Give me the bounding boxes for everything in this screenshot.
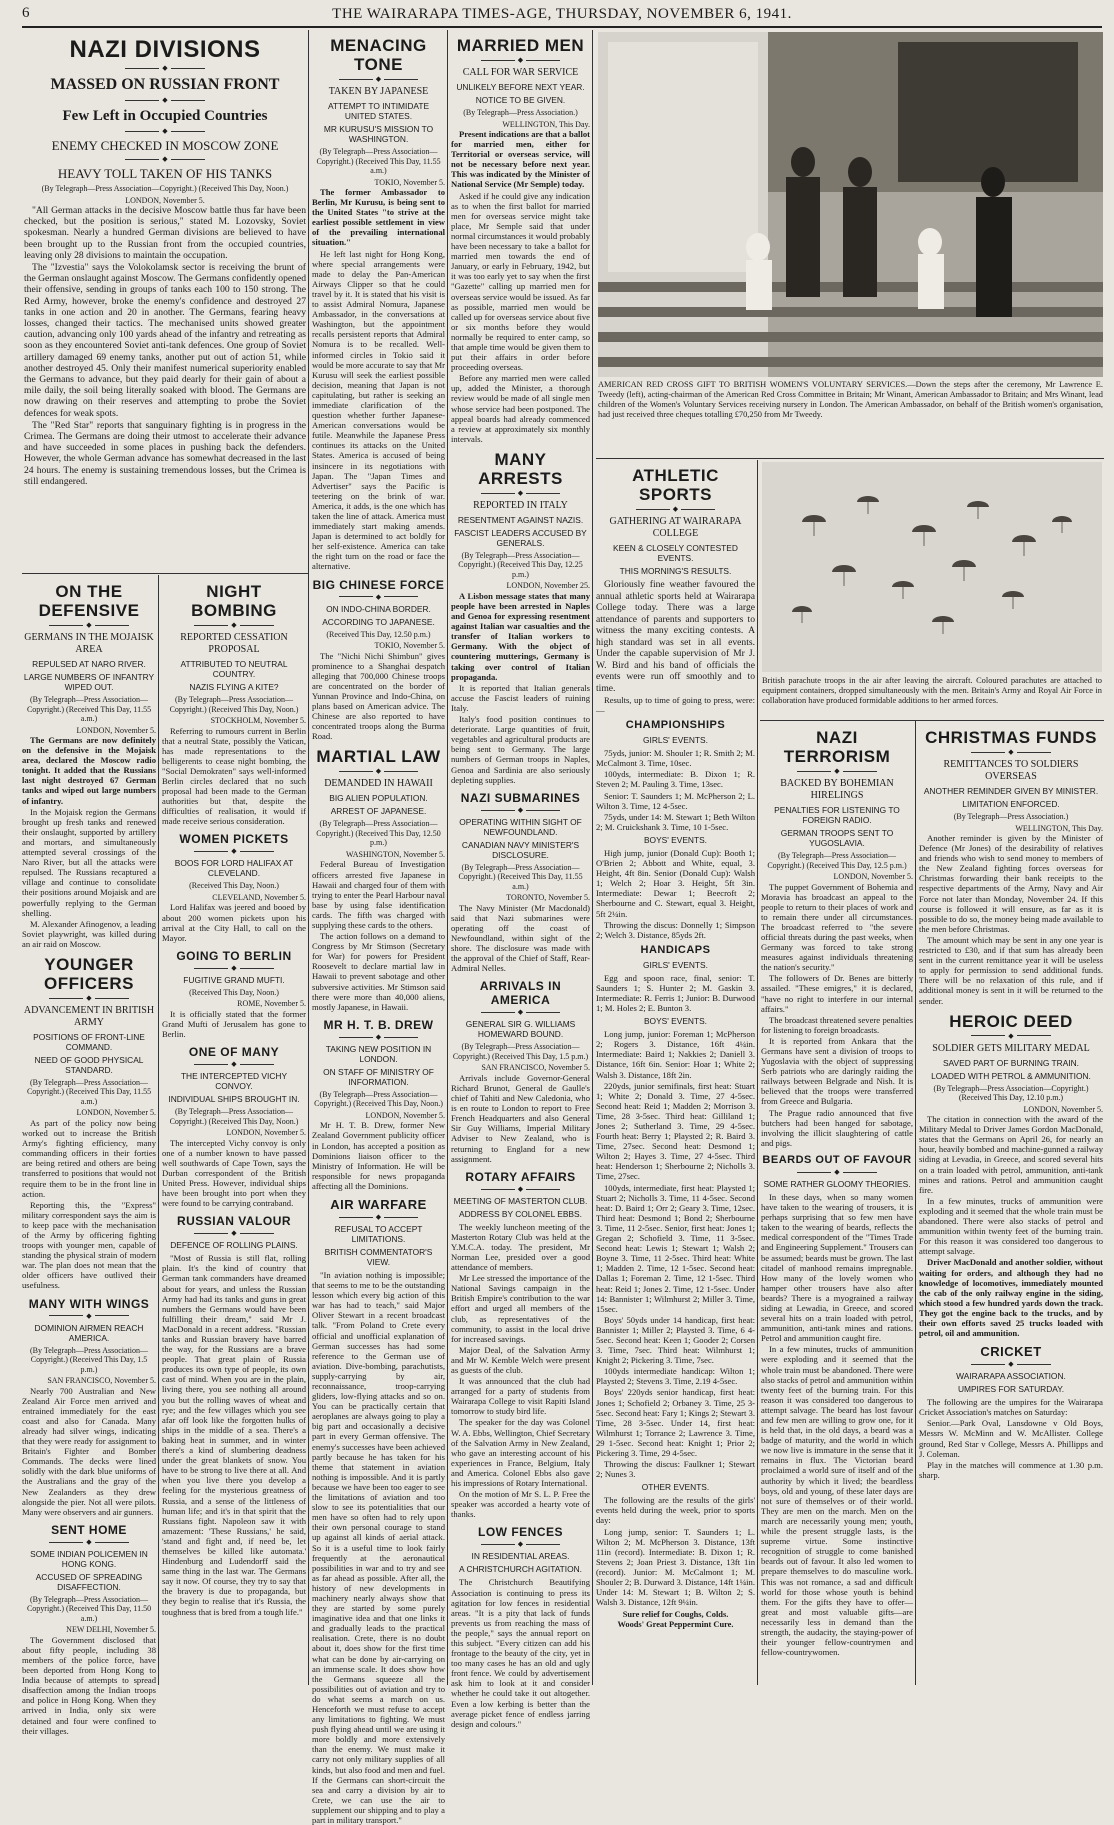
subheadline: THIS MORNING'S RESULTS. [619, 566, 732, 576]
subheadline: BACKED BY BOHEMIAN HIRELINGS [780, 778, 894, 801]
paragraph: It is reported that Italian generals accuse the Fascist leaders of ruining Italy. [451, 682, 590, 713]
result: Throwing the discus: Faulkner 1; Stewart 2; Nunes 3. [596, 1459, 755, 1480]
divider: ◆ [451, 1009, 590, 1016]
subheadline: ACCORDING TO JAPANESE. [322, 616, 435, 627]
article-going-to-berlin [162, 949, 306, 1039]
article-younger-officers [22, 955, 156, 1291]
paragraph: The weekly luncheon meeting of the Masterton Rotary Club was held at the Y.M.C.A. today. The president, Mr Norman Lee, presided over a good attendance of members. [451, 1221, 590, 1273]
paragraph: It was announced that the club had arranged for a party of students from Wairarapa College to visit Rapiti Island tomorrow to study bird life. [451, 1376, 590, 1417]
column-7 [919, 724, 1103, 1685]
column-rule [915, 720, 916, 1685]
paragraph: Nearly 700 Australian and New Zealand Air Force men arrived and entrained immediately for the east coast and also for Canada. Many already had silver wings, indicating that they were ready for assignment to Britain's Fighter and Bomber Commands. The decks were lined solidly with the dark blue uniforms of the Australians and the gray of the New Zealanders as they drew alongside the pier. Not all were pilots. Many were observers and air gunners. [22, 1385, 156, 1517]
divider: ◆ [451, 490, 590, 497]
headline: ROTARY AFFAIRS [465, 1169, 576, 1184]
column-4 [451, 32, 590, 1729]
subheadline: REFUSAL TO ACCEPT LIMITATIONS. [334, 1223, 423, 1244]
subheadline: TAKEN BY JAPANESE [328, 86, 429, 97]
section-rule [760, 720, 1104, 721]
subheadline: NAZIS FLYING A KITE? [189, 682, 279, 692]
subheadline: SOME INDIAN POLICEMEN IN HONG KONG. [30, 1548, 148, 1569]
dateline: CLEVELAND, November 5. [212, 892, 306, 902]
paragraph: The action follows on a demand to Congress by Mr Stimson (Secretary for War) for powers for President Roosevelt to declare martial law in Hawaii to prevent sabotage and other subversive activities. Mr Stimson said there were more than 40,000 aliens, mostly Japanese, in Hawaii. [312, 931, 445, 1012]
result: Egg and spoon race, final, senior: T. Saunders 1; S. Hunter 2; M. Gaskin 3. Intermediate: R. Ferris 1; Junior: B. Durwood 1; M. Holes 2; E. Bunton 3. [596, 972, 755, 1014]
headline: MANY WITH WINGS [28, 1296, 150, 1311]
subheadline: INDIVIDUAL SHIPS BROUGHT IN. [168, 1094, 300, 1105]
column-rule [158, 575, 159, 1685]
paragraph: Lord Halifax was jeered and booed by about 200 women pickets upon his arrival at the City Hall, to call on the Mayor. [162, 902, 306, 943]
headline: AIR WARFARE [330, 1196, 427, 1212]
credit: (By Telegraph—Press Association—Copyright.) (Received This Day, 11.55 a.m.) [26, 1077, 152, 1106]
headline: MR H. T. B. DREW [323, 1017, 434, 1032]
paragraph: The speaker for the day was Colonel W. A. Ebbs, Wellington, Chief Secretary of the Salvation Army in New Zealand, who gave an interesting account of his experiences in France, Belgium, Italy and America. Colonel Ebbs also gave his impressions of Rotary International. [451, 1417, 590, 1489]
divider: ◆ [451, 57, 590, 64]
lead-article [24, 32, 306, 572]
column-rule [757, 460, 758, 1685]
article-cricket [919, 1344, 1103, 1480]
paragraph: The puppet Government of Bohemia and Moravia has broadcast an appeal to the people to return to their places of work and to remain there under all circumstances. The broadcast referred to "the severe official threats during the past weeks, when Germany was forced to take strong measures against individuals threatening the nation's security." [761, 881, 913, 973]
article-one-of-many [162, 1045, 306, 1208]
paragraph: The citation in connection with the award of the Military Medal to Driver James Gordon MacDonald, states that the Germans on April 26, for nearly an hour, heavily bombed and machine-gunned a railway siding at Levadia, in Greece, and scored several hits on a train loaded with petrol, ammunition, anti-tank mines and rations. Petrol and ammunition caught fire. [919, 1114, 1103, 1195]
divider: ◆ [312, 594, 445, 601]
article-many-arrests [451, 450, 590, 785]
headline: GOING TO BERLIN [176, 948, 292, 963]
paragraph: Before any married men were called up, added the Minister, a thorough review would be made of all single men whose service had been postponed. The appeal boards had already commenced a review at approximately six monthly intervals. [451, 373, 590, 444]
paragraph: The following are the umpires for the Wairarapa Cricket Association's matches on Saturday: [919, 1397, 1103, 1418]
result: Senior: T. Saunders 1; M. McPherson 2; L. Wilton 3. Time, 12 4-5sec. [596, 790, 755, 811]
paragraph: In these days, when so many women have taken to the wearing of trousers, it is perhaps surprising that so few men have taken to the wearing of beards, reflects the medical correspondent of the "Times Trade and Engineering Supplement." Trousers can be assumed; beards must be grown. The last citadel of manhood remains impregnable. How many of the lovely women who hamper other trousers have also after beards? There is a myograined a railway siding at Lewadia, in Greece, and scored several hits on a train loaded with petrol, ammunition, anti-tank mines and rations. Petrol and ammunition caught fire. [761, 1191, 913, 1344]
paragraph: Italy's food position continues to deteriorate. Large quantities of fruit, vegetables and agricultural products are being sent to Germany. The large numbers of German troops in Naples, Genoa and Sardinia are also seriously depleting supplies. [451, 714, 590, 785]
headline: ON THE DEFENSIVE [38, 582, 140, 620]
subheadline: GIRLS' EVENTS. [643, 735, 708, 746]
photo-caption: AMERICAN RED CROSS GIFT TO BRITISH WOMEN'S VOLUNTARY SERVICES.—Down the steps after the ceremony, Mr Lawrence E. Tweedy (left), acting-chairman of the American Red Cross Committee in Britain; Mr Winant, American Ambassador to Britain; and Mrs Winant, lead children of the Women's Voluntary Services receiving nursery in London. The American Ambassador, on behalf of the British women's organisation, had just received three cheques totalling £70,250 from Mr Tweedy. [598, 380, 1103, 419]
paragraph: "All German attacks in the decisive Moscow battle thus far have been checked, but the position is serious," stated M. Lozovsky, Soviet spokesman. Nearly a hundred German divisions are believed to have been brought up to the Russian front from the occupied countries, leaving only 28 divisions to maintain the occupation. [24, 205, 306, 261]
headline: NAZI SUBMARINES [460, 790, 581, 805]
subheadline: ADDRESS BY COLONEL EBBS. [459, 1208, 582, 1219]
paragraph: The "Nichi Nichi Shimbun" gives prominence to a Shanghai despatch alleging that 700,000 Chinese troops are concentrated on the border of Yunnan Province and Indo-China, on plans based on American advice. The Chinese are also reported to have concentrated troops along the Burma Road. [312, 650, 445, 742]
headline: LOW FENCES [478, 1525, 563, 1540]
article-arrivals [451, 979, 590, 1163]
result: Boys' 220yds senior handicap, first heat: Jones 1; Schofield 2; Orbaney 3. Time, 25 3-5sec. Second heat: Fary 1; Kings 2; Stewart 3. Time, 28 3-5sec. Under 14, first heat: Wilmhurst 1; Torrance 2; Lawrence 3. Time, 29 1-5sec. Second heat: Knight 1; Prior 2; Pickering 3. Time, 29 4-5sec. [596, 1387, 755, 1458]
credit: (By Telegraph—Press Association—Copyright.) (Received This Day, Noon.) [169, 695, 299, 714]
result: Throwing the discus: Donnelly 1; Simpson 2; Welch 3. Distance, 85yds 2ft. [596, 919, 755, 940]
headline: ONE OF MANY [188, 1045, 280, 1060]
paragraph: The Christchurch Beautifying Association is continuing to press its agitation for low fences in residential areas. "It is a pity that lack of funds prevents us from reaching the mass of the people," says the annual report on this subject. "Every citizen can add his frontage to the beauty of the city, yet in too many cases he has an old and ugly front fence. We could by advertisement ask him to look at it and consider whether he could take it out altogether. Even a low kerbing is better than the average picket fence of endless jarring design and colours." [451, 1577, 590, 1729]
paragraph: Another reminder is given by the Minister of Defence (Mr Jones) of the desirability of relatives and friends who wish to send money to members of the New Zealand fighting forces overseas for Christmas forwarding their bank receipts to the respective departments of the Army, Navy and Air Force not later than Monday, November 24. If this course is followed it will ensure, as far as it is possible to do so, the money being made available to the men before Christmas. [919, 833, 1103, 934]
divider: ◆ [162, 1230, 306, 1237]
subheadline: BOOS FOR LORD HALIFAX AT CLEVELAND. [174, 858, 294, 879]
column-1 [22, 578, 156, 1736]
divider: ◆ [22, 622, 156, 629]
article-martial-law [312, 747, 445, 1011]
subheadline: NEED OF GOOD PHYSICAL STANDARD. [34, 1054, 144, 1075]
subheadline: GERMAN TROOPS SENT TO YUGOSLAVIA. [780, 828, 894, 848]
dateline: STOCKHOLM, November 5. [210, 716, 306, 725]
subheadline: MASSED ON RUSSIAN FRONT [50, 76, 280, 93]
dateline: TORONTO, November 5. [506, 893, 590, 903]
paragraph: Mr H. T. B. Drew, former New Zealand Government publicity officer in London, has accepted a position as Dominions liaison officer to the Ministry of Information. He will be responsible for news propaganda affecting all the Dominions. [312, 1120, 445, 1191]
paragraph: He left last night for Hong Kong, where special arrangements were made to delay the Pan-American Airways Clipper so that he could travel by it. It is stated that his visit is to assist Admiral Nomura, Japanese Ambassador, in the conversations at Washington, but the appointment recalls persistent reports that Admiral Nomura is to be recalled. Well-informed circles in Tokio said it would be more accurate to say that Mr Kurusu will seek the earliest possible decision, meaning that Japan is not capitulating, but rather is seeking an immediate clarification of the question whether further Japanese-American conversations would be futile. Meanwhile the Japanese Press continues its attacks on the United States. America is accused of being insincere in its negotiations with Japan. The "Japan Times and Advertiser" says the Pacific is teetering on the brink of war. America, it adds, is the one which has taken the line of attack. America must immediately start making amends. Japan is determined to act boldly for her self-existence. America can take the right turn on the road or face the alternative. [312, 248, 445, 572]
divider: ◆ [312, 768, 445, 775]
masthead-title: THE WAIRARAPA TIMES-AGE, THURSDAY, NOVEMBER 6, 1941. [332, 6, 792, 22]
article-nazi-terrorism [761, 728, 913, 1148]
page-number: 6 [22, 5, 30, 21]
divider: ◆ [24, 128, 306, 135]
paragraph: Asked if he could give any indication as to when the first ballot for married men for overseas service might take place, Mr Semple said that under normal circumstances it would probably have been necessary to take a ballot for married men towards the end of January, or early in February, 1942, but it was too early yet to say when the first "Gazette" calling up married men for overseas service would be issued. As far as possible, married men would be called up for overseas service about five or six months before they would normally be required to enter camp, so that ample time would be given them to put their affairs in order before proceeding overseas. [451, 190, 590, 373]
divider: ◆ [596, 506, 755, 513]
subheadline: DEFENCE OF ROLLING PLAINS. [170, 1240, 298, 1251]
subheadline: REMITTANCES TO SOLDIERS OVERSEAS [943, 759, 1079, 782]
subheadline: GATHERING AT WAIRARAPA COLLEGE [609, 516, 742, 539]
paragraph: Major Deal, of the Salvation Army and Mr W. Kemble Welch were present as guests of the club. [451, 1344, 590, 1375]
divider: ◆ [919, 1361, 1103, 1368]
subheadline: A CHRISTCHURCH AGITATION. [459, 1564, 582, 1575]
paragraph: Play in the matches will commence at 1.30 p.m. sharp. [919, 1459, 1103, 1480]
result: 100yds, intermediate: B. Dixon 1; R. Steven 2; M. Pauling 3. Time, 13sec. [596, 769, 755, 790]
section-rule [596, 458, 1104, 459]
subheadline: OTHER EVENTS. [641, 1482, 710, 1493]
divider: ◆ [162, 1061, 306, 1068]
paragraph: The broadcast threatened severe penalties for listening to foreign broadcasts. [761, 1014, 913, 1035]
subheadline: LARGE NUMBERS OF INFANTRY WIPED OUT. [23, 672, 155, 692]
subheadline: ARREST OF JAPANESE. [330, 806, 427, 817]
dateline: LONDON, November 5. [833, 872, 913, 881]
paragraph: Referring to rumours current in Berlin that a neutral State, possibly the Vatican, has made representations to the belligerents to cease night bombing, the "Social Demokraten" says well-informed Berlin circles declared that no such proposal had been made to the German authorities but that, despite the difficulties of realisation, it would if made receive serious consideration. [162, 725, 306, 827]
subheadline: FASCIST LEADERS ACCUSED BY GENERALS. [454, 527, 587, 548]
subheadline: TAKING NEW POSITION IN LONDON. [325, 1043, 432, 1064]
result: 75yds, under 14: M. Stewart 1; Beth Wilton 2; M. Cruickshank 3. Time, 10 1-5sec. [596, 811, 755, 832]
subheadline: DOMINION AIRMEN REACH AMERICA. [34, 1322, 144, 1343]
photo-caption: British parachute troops in the air after leaving the aircraft. Coloured parachutes are attached to equipment containers, dropped simultaneously with the men. Britain's Army and Royal Air Force in collaboration have produced formidable additions to her armed forces. [762, 676, 1102, 705]
article-menacing-tone [312, 36, 445, 572]
credit: (Received This Day, 12.50 p.m.) [326, 629, 431, 639]
subheadline: IN RESIDENTIAL AREAS. [471, 1551, 570, 1562]
dateline: LONDON, November 5. [76, 1108, 156, 1118]
subheadline: WAIRARAPA ASSOCIATION. [956, 1371, 1066, 1382]
headline: MENACING TONE [330, 36, 427, 74]
article-defensive [22, 582, 156, 949]
credit: (By Telegraph—Press Association—Copyright.) (Received This Day, Noon.) [41, 184, 289, 193]
advert-line: Sure relief for Coughs, Colds. [622, 1610, 729, 1620]
headline: NIGHT BOMBING [191, 582, 277, 620]
article-rotary [451, 1170, 590, 1520]
paragraph: In a few minutes, trucks of ammunition were exploding and it seemed that the whole train must be abandoned. There were also stacks of petrol and ammunition within twenty feet of the burning train. For this reason it was considered too dangerous to attempt salvage. The beard has lost favour and few men are willing to grow one, for it is held that, in the old days, a beard was a badge of maturity, and the world in which we now live is immature in the sense that it remains in flux. The Victorian beard proclaimed a world sure of itself and of the authority by which it lived; the beardless boys, old and young, of these later days are not sure of themselves or of their world. They are men on the march. Men on the march are necessarily young men; youth, while the present struggle lasts, is the supreme virtue. Some instinctive recognition of struggle to come banished beards out of favour. It also led women to prepare themselves to do masculine work. This was not romance, a sad and difficult world for those whose youth is behind them. For the gifts they have to offer—great and most valuable gifts—are necessarily less in demand than the strength, the audacity, the staying-power of their younger fellow-countrymen and fellow-countrywomen. [761, 1344, 913, 1658]
headline: YOUNGER OFFICERS [44, 954, 134, 993]
paragraph: "In aviation nothing is impossible; that seems to me to be the outstanding lesson which every big action of this war has had to teach," said Major Oliver Stewart in a recent broadcast talk. "From Poland to Crete every official and unofficial explanation of German successes has had some reference to the German use of aviation. Dive-bombing, parachutists, supply-carrying by air, reconnaissance, troop-carrying gliders, low-flying attacks and so on. You can be practically certain that aeroplanes are always going to play a big part and occasionally a decisive part in every German offensive. The enemy's successes have been achieved partly because he has taken for his theme that statement in aviation nothing is impossible. And it is partly because we have been too eager to see the limitations of aviation and too slow to see its potentialities that our men have so often had to rely upon their own personal courage to stand up against all kinds of aerial attack. So it is a useful time to look fairly frequently at the aeronautical possibilities in war and to try and see as far ahead as possible. After all, the history of new developments in machinery nearly always show that they are started by some purely imaginative idea and that one links it and gradually leads to the practical realisation. Crete, there is no doubt about it, does show for the first time what can be done by air-carrying on an immense scale. It does show how the Germans squeeze all the possibilities out of aviation and try to do what seems a march on us. Henceforth we must refuse to accept any limitations to fighting. We must push flying ahead until we are using it more boldly and more extensively than the enemy. We must make it carry not only military supplies of all kinds, but also food and men and fuel. If the Germans can short-circuit the sea and carry a division by air to Crete, we can use the air to supplement our shipping and to play a part in military transport." [312, 1269, 445, 1825]
article-big-chinese-force [312, 578, 445, 742]
divider: ◆ [919, 1033, 1103, 1040]
article-married-men [451, 36, 590, 444]
headline: ATHLETIC SPORTS [632, 466, 719, 504]
paragraph: The amount which may be sent in any one year is restricted to £30, and if that sum has already been sent in the current remittance year it will be useless to apply for permission to send additional funds. There will be no relaxation of this rule, and if additional money is sent in it will be returned to the sender. [919, 934, 1103, 1006]
subheadline: ENEMY CHECKED IN MOSCOW ZONE [51, 138, 279, 153]
divider: ◆ [451, 807, 590, 814]
divider: ◆ [312, 1214, 445, 1221]
paragraph: It is officially stated that the former Grand Mufti of Jerusalem has gone to Berlin. [162, 1008, 306, 1039]
result: 220yds, junior semifinals, first heat: Stuart 1; White 2; Donald 3. Time, 27 4-5sec. Second heat: Reid 1; Madden 2; Morrison 3. Time, 28 3-5sec. Third heat: Gilliland 1; Jones 2; Sutherland 3. Time, 29 4-5sec. Fourth heat: Berry 1; Playsted 2; R. Baird 3. Time, 27sec. Second heat: Desmond 1; Wilton 2; Hayes 3. Time, 27 4-5sec. Third heat: Henderson 1; Sherbourne 2; Nicholls 3. Time, 27sec. [596, 1080, 755, 1182]
headline: BEARDS OUT OF FAVOUR [762, 1153, 912, 1166]
paragraph: "Most of Russia is still flat, rolling plain. It's the kind of country that German tank commanders have dreamed about for years, and unless the Russian Army had had its tanks and guns in great numbers the Germans would have been fulfilling their dream," said Mr J. MacDonald in a recent address. "Russian tanks and Russian bravery have barred the way, for the Russians are a brave people. That great plain of Russia produces its own type of people, its own cast of mind. When you are in the plain, living there, you see nothing all around you but the rolling waves of wheat and rye; and the few villages which you see afar off look like the forgotten hulks of ships in the middle of a sea. There's a baking heat in summer, and in winter there's a kind of slumbering deadness under the great blankets of snow. You have to be strong to live there at all. And when you live there you develop a feeling for the mysterious greatness of Russia, and a sense of the littleness of human life; and it's in that spirit that the Russians fight. Napoleon saw it with amazement: 'These Russians,' he said, 'stand and fight and, if need be, let themselves be killed like automata.' Hindenburg and Ludendorff said the same thing in the last war. The Germans say it now. Of course, they try to say that the bravery is due to propaganda, but they begin to realise that it's Russia, the toughness that is bred from a tough life." [162, 1253, 306, 1617]
subheadline: SOME RATHER GLOOMY THEORIES. [763, 1178, 911, 1189]
photo-parachutes-image [762, 462, 1102, 672]
result: 100yds intermediate handicap: Wilton 1; Playsted 2; Stevens 3. Time, 2.19 4-5sec. [596, 1366, 755, 1387]
paragraph: Results, up to time of going to press, were:— [596, 695, 755, 716]
paragraph: M. Alexander Afinogenov, a leading Soviet playwright, was killed during an air raid on Moscow. [22, 918, 156, 949]
paragraph: Mr Lee stressed the importance of the National Savings campaign in the British Empire's contribution to the war effort and urged all members of the club, as representatives of the community, to assist in the local drive for increased savings. [451, 1273, 590, 1344]
credit: (By Telegraph—Press Association—Copyright.) (Received This Day, Noon.) [169, 1107, 299, 1126]
dateline: LONDON, November 5. [226, 1128, 306, 1138]
subheadline: DEMANDED IN HAWAII [324, 778, 433, 790]
credit: (By Telegraph—Press Association—Copyright.) (Received This Day, Noon.) [314, 1089, 443, 1109]
subheadline: BIG ALIEN POPULATION. [329, 793, 428, 804]
photo-red-cross-steps [598, 32, 1103, 377]
paragraph: The followers of Dr. Benes are bitterly assailed. "These emigres," it is declared, "have no right to interfere in our internal affairs." [761, 973, 913, 1014]
article-many-with-wings [22, 1297, 156, 1517]
paragraph: The Germans are now definitely on the defensive in the Mojaisk area, declared the Moscow radio tonight. It added that the Russians last night destroyed 67 German tanks and wiped out large numbers of infantry. [22, 735, 156, 806]
subheadline: LIMITATION ENFORCED. [962, 799, 1060, 809]
subheadline: MR KURUSU'S MISSION TO WASHINGTON. [323, 124, 434, 144]
credit: (By Telegraph—Press Association—Copyright.) (Received This Day, 12.25 p.m.) [458, 550, 583, 579]
subheadline: PENALTIES FOR LISTENING TO FOREIGN RADIO. [774, 805, 900, 825]
column-2 [162, 578, 306, 1685]
dateline: NEW DELHI, November 5. [66, 1625, 156, 1635]
article-russian-valour [162, 1214, 306, 1616]
photo-parachutes [762, 462, 1102, 672]
column-rule [308, 30, 309, 1685]
paragraph: In the Mojaisk region the Germans brought up fresh tanks and renewed their onslaught, supported by artillery and mortars, and simultaneously attempted several crossings of the Naro River, but all the attacks were repulsed. The Russians recaptured a village and continue to consolidate their positions around Mojaisk and are powerfully replying to the German shelling. [22, 806, 156, 918]
headline: WOMEN PICKETS [179, 832, 289, 847]
advert-line: Woods' Great Peppermint Cure. [617, 1620, 734, 1630]
subheadline: BOYS' EVENTS. [643, 1016, 708, 1027]
paragraph: The Navy Minister (Mr Macdonald) said that Nazi submarines were operating off the coast of Newfoundland, within sight of the shore. The disclosure was made with the approval of the Chief of Staff, Rear-Admiral Nelles. [451, 902, 590, 974]
dateline: WASHINGTON, November 5. [346, 849, 445, 859]
column-rule [447, 30, 448, 1685]
dateline: LONDON, November 25. [506, 581, 590, 591]
masthead [22, 4, 1102, 28]
credit: (Received This Day, Noon.) [189, 987, 279, 997]
divider: ◆ [24, 156, 306, 163]
paragraph: The "Izvestia" says the Volokolamsk sector is receiving the brunt of the German onslaught against Moscow. The Germans confidently opened their offensive, sending in groups of tanks each 100 to 150 strong. The Red Army, however, broke the enemy's confidence and destroyed 27 tanks in one action and 20 in another. The Germans, fearing heavy losses, changed their tactics. The mechanised units showed greater caution, advancing only 100 yards ahead of the infantry and retreating as soon as they encountered Soviet anti-tank defences. One group of Soviet artillery damaged 69 enemy tanks, another put out of action 51, while another destroyed 45. Only their manifest numerical superiority enabled the Germans to advance, but they paid dearly for their gain of about a mile daily, the soil being literally soaked with blood. The Germans are now drawing on their reserves and attempting to probe the Soviet defences for weak spots. [24, 262, 306, 419]
subheadline: ACCUSED OF SPREADING DISAFFECTION. [35, 1571, 143, 1592]
divider: ◆ [761, 1169, 913, 1176]
result: High jump, junior (Donald Cup): Booth 1; O'Brien 2; Abbott and White, equal, 3. Height, 4ft 8in. Senior (Donald Cup): Walsh 1; Welch 2; Hoar 3. Height, 5ft 3in. Intermediate: Dewar 1; Beecroft 2; Sherbourne and C. Stewart, equal 3. Height, 5ft 2¼in. [596, 847, 755, 919]
subheadline: GERMANS IN THE MOJAISK AREA [24, 632, 154, 655]
headline: SENT HOME [51, 1522, 127, 1537]
dateline: SAN FRANCISCO, November 5. [481, 1063, 590, 1073]
divider: ◆ [312, 76, 445, 83]
credit: (By Telegraph—Press Association—Copyright.) (Received This Day, 11.50 a.m.) [26, 1594, 152, 1623]
dateline: WELLINGTON, This Day. [502, 119, 590, 129]
divider: ◆ [22, 1313, 156, 1320]
divider: ◆ [312, 1034, 445, 1041]
result: The following are the results of the girls' events held during the week, prior to sports day: [596, 1495, 755, 1526]
paragraph: The Government disclosed that about fifty people, including 38 members of the police force, have been deported from Hong Kong to India because of attempts to spread disaffection among the Indian troops and police in Hong Kong. When they arrived in India, only six were detained and four were confined to their villages. [22, 1634, 156, 1736]
subheadline: BRITISH COMMENTATOR'S VIEW. [324, 1246, 433, 1267]
paragraph: The former Ambassador to Berlin, Mr Kurusu, is being sent to the United States "to strive at the earliest possible settlement in view of the prevailing international situation." [312, 187, 445, 248]
credit: (By Telegraph—Press Association—Copyright.) (Received This Day, 11.55 a.m.) [26, 695, 152, 723]
article-beards [761, 1154, 913, 1657]
divider: ◆ [22, 1539, 156, 1546]
divider: ◆ [162, 848, 306, 855]
article-drew [312, 1018, 445, 1191]
subheadline: ON STAFF OF MINISTRY OF INFORMATION. [323, 1066, 434, 1087]
result: 75yds, junior: M. Shouler 1; R. Smith 2; M. McCalmont 3. Time, 10sec. [596, 748, 755, 769]
subheadline: SAVED PART OF BURNING TRAIN. [942, 1057, 1080, 1068]
paragraph: Senior.—Park Oval, Lansdowne v Old Boys, Messrs W. McMinn and W. McAllister. College ground, Red Star v College, Messrs A. Phillipps and J. Coleman. [919, 1418, 1103, 1459]
paragraph: Gloriously fine weather favoured the annual athletic sports held at Wairarapa College today. There was a large attendance of parents and supporters to witness the many exciting contests. A high standard was set in all events. Under the capable supervision of Mr J. W. Bird and his band of officials the events were run off smoothly and to time. [596, 579, 755, 694]
section-heading: HANDICAPS [640, 943, 711, 956]
paragraph: The Prague radio announced that five butchers had been hanged for sabotage, involving the illicit slaughtering of cattle and pigs. [761, 1107, 913, 1148]
divider: ◆ [24, 97, 306, 104]
result: Long jump, junior: Foreman 1; McPherson 2; Rogers 3. Distance, 16ft 4¼in. Intermediate: Baird 1; Nakkies 2; Daniell 3. Distance, 16ft 6in. Senior: Hoar 1; White 2; Walsh 3. Distance, 18ft 2in. [596, 1029, 755, 1080]
subheadline: LOADED WITH PETROL & AMMUNITION. [931, 1070, 1091, 1081]
dateline: TOKIO, November 5. [374, 641, 445, 651]
paragraph: In a few minutes, trucks of ammunition were exploding and it seemed that the whole train must be abandoned. There were also stacks of petrol and ammunition within twenty feet of the burning train. For this reason it was considered too dangerous to attempt salvage. [919, 1195, 1103, 1257]
subheadline: UNLIKELY BEFORE NEXT YEAR. [456, 82, 585, 92]
headline: HEROIC DEED [949, 1011, 1073, 1031]
subheadline: CANADIAN NAVY MINISTER'S DISCLOSURE. [461, 839, 580, 860]
divider: ◆ [451, 1186, 590, 1193]
dateline: LONDON, November 5. [365, 1110, 445, 1120]
divider: ◆ [451, 1541, 590, 1548]
dateline: LONDON, November 5. [125, 195, 205, 205]
credit: (By Telegraph—Press Association—Copyright.) (Received This Day, 1.5 p.m.) [452, 1042, 589, 1061]
dateline: LONDON, November 5. [76, 725, 156, 735]
credit: (Received This Day, Noon.) [189, 881, 279, 891]
dateline: LONDON, November 5. [1023, 1104, 1103, 1114]
subheadline: RESENTMENT AGAINST NAZIS. [457, 514, 584, 525]
subheadline: GIRLS' EVENTS. [643, 959, 708, 970]
subheadline: ADVANCEMENT IN BRITISH ARMY [23, 1004, 155, 1028]
paragraph: Reporting this, the "Express" military correspondent says the aim is to keep pace with the mechanisation of the Army by officering fighting troops with younger men, capable of standing the physical strain of modern war. The plan does not mean that the older officers have outlived their usefulness. [22, 1199, 156, 1291]
subheadline: ATTEMPT TO INTIMIDATE UNITED STATES. [327, 101, 430, 121]
credit: (By Telegraph—Press Association—Copyright.) (Received This Day, 12.5 p.m.) [767, 851, 907, 870]
credit: (By Telegraph—Press Association—Copyright.) (Received This Day, 12.50 p.m.) [316, 819, 441, 848]
subheadline: KEEN & CLOSELY CONTESTED EVENTS. [613, 543, 738, 563]
subheadline: HEAVY TOLL TAKEN OF HIS TANKS [57, 166, 273, 181]
paragraph: Driver MacDonald and another soldier, without waiting for orders, and although they had no knowledge of locomotives, immediately mounted the cab of the only railway engine in the siding, which stood a few hundred yards down the track. They got the engine back to the trucks, and by their own efforts saved 25 trucks loaded with petrol, oil and ammunition. [919, 1257, 1103, 1339]
credit: (By Telegraph—Press Association.) [463, 108, 578, 117]
subheadline: FUGITIVE GRAND MUFTI. [183, 974, 285, 985]
subheadline: GENERAL SIR G. WILLIAMS HOMEWARD BOUND. [465, 1019, 576, 1040]
result: 100yds, intermediate, first heat: Playsted 1; Stuart 2; Nicholls 3. Time, 11 4-5sec. Second heat: D. Baird 1; Orr 2; Geary 3. Time, 12sec. Third heat: Desmond 1; Bond 2; Sherbourne 3. Time, 11 2-5sec. Senior, first heat: Jones 1; Gregan 2; Schofield 3. Time, 11 3-5sec. Second heat: Lewis 1; Stewart 1; Walsh 2; Boyne 3. Time, 11 2-5sec. Third heat: White 1; Madden 2. Time, 12 1-5sec. Second heat: Dallas 1; Foreman 2. Time, 12 1-5sec. Third heat: Reid 1; Jones 2. Time, 12 1-5sec. Under 14: Bannister 1; Wilmhurst 2; Miller 3. Time, 15sec. [596, 1182, 755, 1314]
paragraph: It is reported from Ankara that the Germans have sent a division of troops to Yugoslavia with the object of suppressing Serb patriots who are daringly raiding the railways between Belgrade and Nish. It is believed that the troops were transferred from Greece and Bulgaria. [761, 1035, 913, 1107]
subheadline: BOYS' EVENTS. [643, 834, 708, 845]
paragraph: Arrivals include Governor-General Richard Brunot, General de Gaulle's chief of Tahiti and New Caledonia, who is en route to London to report to Free French Headquarters and also General Sir Guy Williams, Imperial Military Adviser to New Zealand, who is returning to England for a new assignment. [451, 1072, 590, 1164]
photo-red-cross-image [598, 32, 1103, 377]
headline: MARRIED MEN [456, 36, 585, 55]
headline: NAZI DIVISIONS [69, 36, 261, 63]
dateline: ROME, November 5. [237, 999, 306, 1009]
headline: MANY ARRESTS [478, 449, 563, 488]
subheadline: SOLDIER GETS MILITARY MEDAL [932, 1042, 1090, 1054]
divider: ◆ [162, 965, 306, 972]
article-heroic-deed [919, 1012, 1103, 1339]
paragraph: The intercepted Vichy convoy is only one of a number known to have passed well southwards of Cape Town, says the Durban correspondent of the British United Press. However, individual ships have been brought into port when they were found to be carrying contraband. [162, 1137, 306, 1209]
headline: CRICKET [980, 1344, 1042, 1360]
credit: (By Telegraph—Press Association—Copyright.) (Received This Day, 11.55 a.m.) [458, 862, 583, 891]
article-christmas-funds [919, 728, 1103, 1006]
subheadline: POSITIONS OF FRONT-LINE COMMAND. [33, 1031, 145, 1052]
headline: RUSSIAN VALOUR [176, 1214, 292, 1229]
section-rule [22, 573, 308, 574]
credit: (By Telegraph—Press Association.) [953, 812, 1069, 821]
result: Long jump, senior: T. Saunders 1; L. Wilton 2; M. McPherson 3. Distance, 13ft 11in (record). Intermediate: B. Dixon 1; R. Stevens 2; Joan Priest 3. Distance, 13ft 1in (record). Junior: M. McCalmont 1; M. Shouler 2; B. Durward 3. Distance, 14ft 1¼in. Under 14: M. Stewart 1; B. Wilton 2; S. Walsh 3. Distance, 12ft 9¼in. [596, 1526, 755, 1608]
column-5 [596, 462, 755, 1685]
section-heading: CHAMPIONSHIPS [625, 719, 726, 732]
divider: ◆ [162, 622, 306, 629]
subheadline: REPORTED CESSATION PROPOSAL [180, 632, 288, 655]
column-rule [592, 30, 593, 1685]
paragraph: Present indications are that a ballot for married men, either for Territorial or overseas service, will not be necessary before next year. This was indicated by the Minister of National Service (Mr Semple) today. [451, 129, 590, 190]
credit: (By Telegraph—Press Association—Copyright.) (Received This Day, 11.55 a.m.) [316, 147, 441, 175]
divider: ◆ [24, 65, 306, 72]
credit: (By Telegraph—Press Association—Copyright.) (Received This Day, 1.5 p.m.) [30, 1345, 148, 1374]
dateline: WELLINGTON, This Day. [1015, 823, 1103, 833]
subheadline: MEETING OF MASTERTON CLUB. [453, 1195, 588, 1206]
credit: (By Telegraph—Press Association—Copyright.) (Received This Day, 12.10 p.m.) [933, 1083, 1089, 1103]
subheadline: Few Left in Occupied Countries [62, 108, 268, 124]
article-air-warfare [312, 1197, 445, 1825]
headline: MARTIAL LAW [316, 747, 441, 767]
subheadline: ATTRIBUTED TO NEUTRAL COUNTRY. [180, 659, 288, 679]
subheadline: ON INDO-CHINA BORDER. [326, 603, 431, 614]
headline: BIG CHINESE FORCE [312, 577, 445, 592]
dateline: SAN FRANCISCO, November 5. [47, 1376, 156, 1386]
divider: ◆ [919, 749, 1103, 756]
subheadline: CALL FOR WAR SERVICE [462, 67, 579, 78]
article-night-bombing [162, 582, 306, 826]
subheadline: UMPIRES FOR SATURDAY. [957, 1384, 1065, 1395]
divider: ◆ [22, 995, 156, 1002]
subheadline: NOTICE TO BE GIVEN. [475, 95, 566, 105]
result: Boys' 50yds under 14 handicap, first heat: Bannister 1; Miller 2; Playsted 3. Time, 6 4-5sec. Second heat: Keen 1; Gooder 2; Corsen 3. Time, 7sec. Third heat: Wilmhurst 1; Knight 2; Pickering 3. Time, 7sec. [596, 1314, 755, 1366]
subheadline: REPORTED IN ITALY [473, 499, 568, 511]
paragraph: Federal Bureau of Investigation officers arrested five Japanese in Hawaii and charged four of them with trying to enter the Pearl Harbour naval base by using false identification cards. The fifth was charged with supplying these cards to the others. [312, 859, 445, 930]
article-low-fences [451, 1525, 590, 1728]
subheadline: REPULSED AT NARO RIVER. [32, 659, 146, 669]
divider: ◆ [761, 768, 913, 775]
paragraph: On the motion of Mr S. L. P. Free the speaker was accorded a hearty vote of thanks. [451, 1489, 590, 1520]
article-women-pickets [162, 832, 306, 942]
subheadline: THE INTERCEPTED VICHY CONVOY. [180, 1071, 288, 1092]
column-6 [761, 724, 913, 1685]
headline: ARRIVALS IN AMERICA [479, 979, 562, 1008]
article-nazi-submarines [451, 791, 590, 974]
article-sent-home [22, 1523, 156, 1736]
subheadline: OPERATING WITHIN SIGHT OF NEWFOUNDLAND. [459, 816, 582, 837]
subheadline: ANOTHER REMINDER GIVEN BY MINISTER. [923, 786, 1099, 796]
column-3 [312, 32, 445, 1825]
paragraph: A Lisbon message states that many people have been arrested in Naples and Genoa for expressing resentment against Italian war casualties and the transfer of Italian workers to Germany. With the object of countering mutterings, Germany is taking over control of Italian propaganda. [451, 590, 590, 682]
headline: CHRISTMAS FUNDS [925, 728, 1097, 747]
headline: NAZI TERRORISM [783, 728, 891, 766]
article-athletic-sports [596, 466, 755, 1631]
paragraph: As part of the policy now being worked out to increase the British Army's fighting efficiency, many commanding officers in their forties are being retired and others are being transferred to positions that would not require them to be in the front line in action. [22, 1117, 156, 1199]
dateline: TOKIO, November 5. [374, 177, 445, 187]
paragraph: The "Red Star" reports that sanguinary fighting is in progress in the Crimea. The Germans are doing their utmost to accelerate their advance and have succeeded in some places in pushing back the defenders. However, the whole German advance has somewhat decreased in the last 24 hours. The enemy is sustaining tremendous losses, but the Crimea is still endangered. [24, 419, 306, 487]
